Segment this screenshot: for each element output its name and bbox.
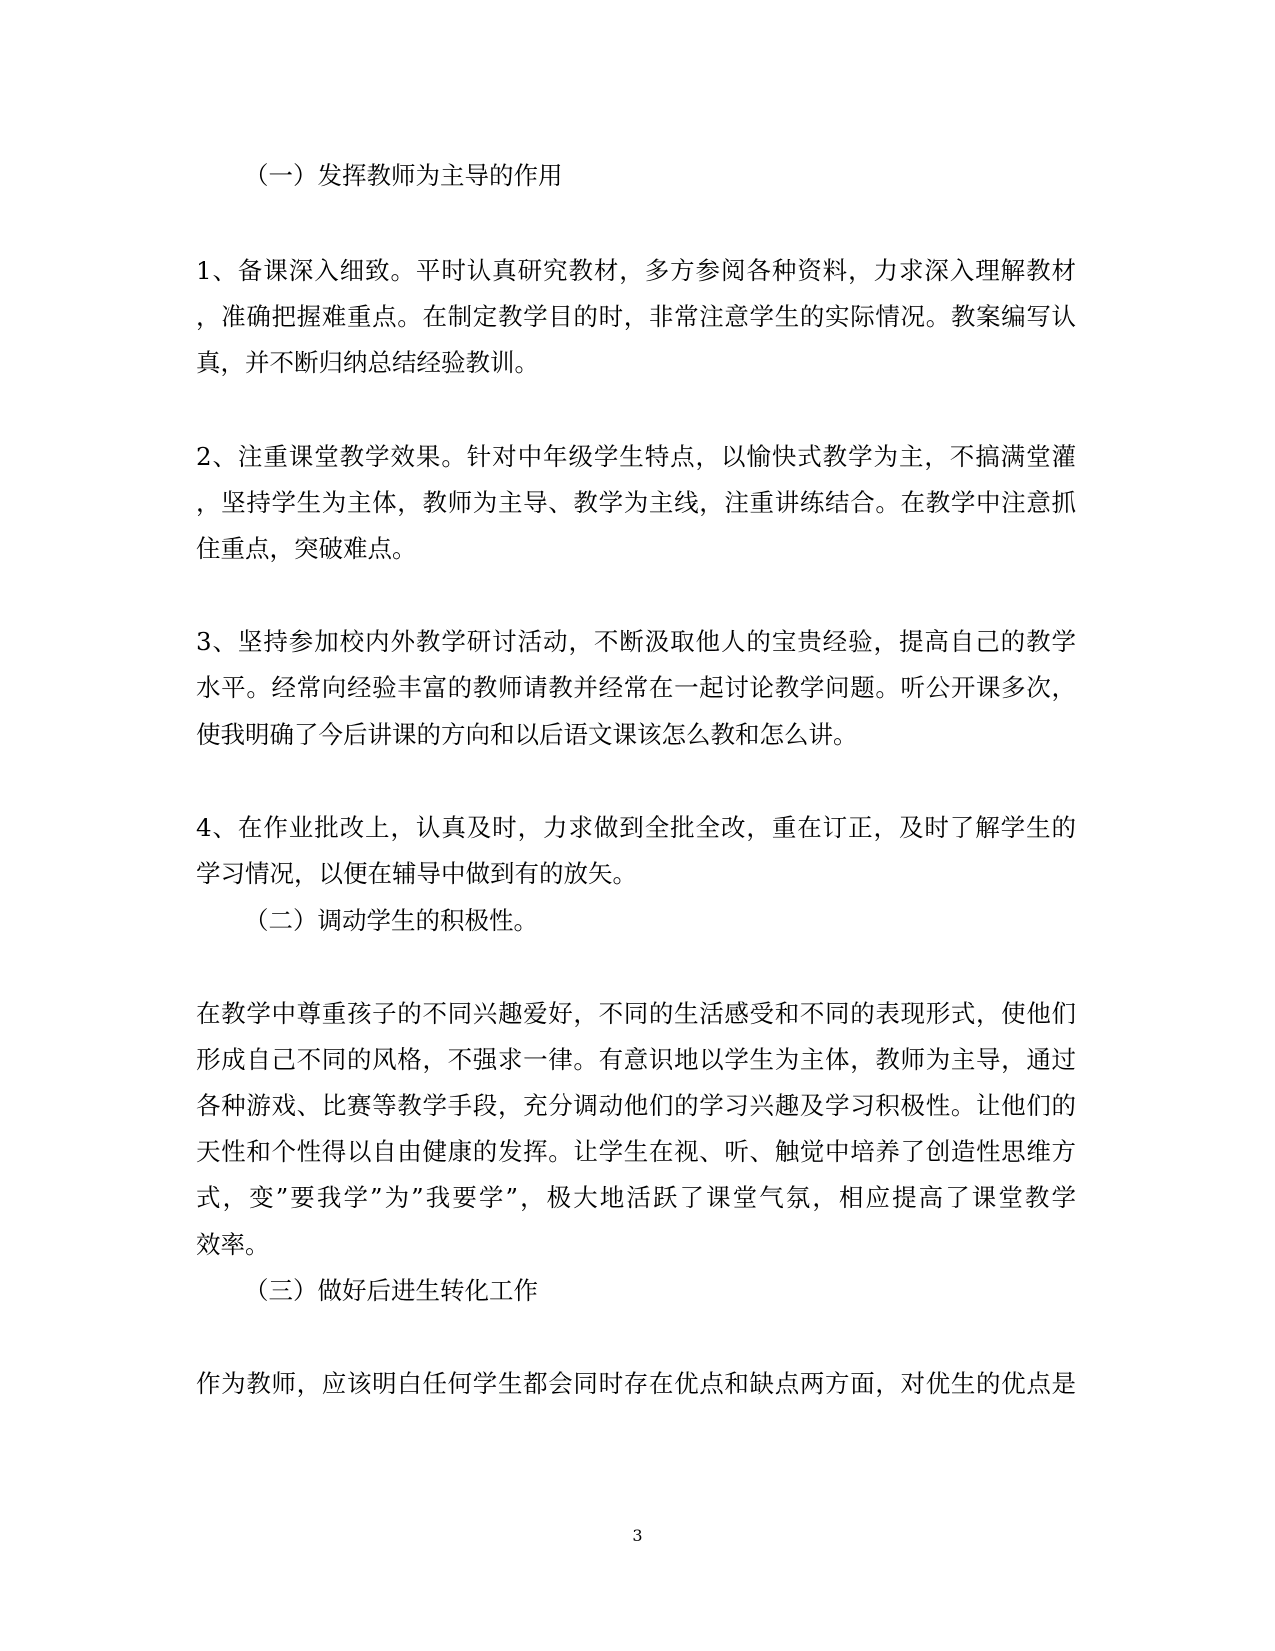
paragraph-2-line-1: 2、注重课堂教学效果。针对中年级学生特点，以愉快式教学为主，不搞满堂灌 [196, 442, 1076, 471]
paragraph-4-line-1: 4、在作业批改上，认真及时，力求做到全批全改，重在订正，及时了解学生的 [196, 813, 1076, 842]
paragraph-2-line-2: ，坚持学生为主体，教师为主导、教学为主线，注重讲练结合。在教学中注意抓 [196, 488, 1076, 517]
section-heading-2: （二）调动学生的积极性。 [244, 906, 538, 935]
paragraph-5-line-1: 在教学中尊重孩子的不同兴趣爱好，不同的生活感受和不同的表现形式，使他们 [196, 999, 1076, 1028]
paragraph-6-line-1: 作为教师，应该明白任何学生都会同时存在优点和缺点两方面，对优生的优点是 [196, 1369, 1076, 1398]
section-heading-1: （一）发挥教师为主导的作用 [244, 161, 563, 190]
paragraph-1-line-3: 真，并不断归纳总结经验教训。 [196, 348, 539, 377]
page-number: 3 [632, 1526, 643, 1545]
paragraph-3-line-2: 水平。经常向经验丰富的教师请教并经常在一起讨论教学问题。听公开课多次， [196, 673, 1076, 702]
paragraph-5-line-4: 天性和个性得以自由健康的发挥。让学生在视、听、触觉中培养了创造性思维方 [196, 1137, 1076, 1166]
paragraph-3-line-3: 使我明确了今后讲课的方向和以后语文课该怎么教和怎么讲。 [196, 720, 858, 749]
paragraph-5-line-3: 各种游戏、比赛等教学手段，充分调动他们的学习兴趣及学习积极性。让他们的 [196, 1091, 1076, 1120]
paragraph-5-line-6: 效率。 [196, 1230, 270, 1259]
paragraph-5-line-2: 形成自己不同的风格，不强求一律。有意识地以学生为主体，教师为主导，通过 [196, 1045, 1076, 1074]
paragraph-1-line-1: 1、备课深入细致。平时认真研究教材，多方参阅各种资料，力求深入理解教材 [196, 256, 1076, 285]
paragraph-5-line-5: 式，变”要我学”为”我要学”，极大地活跃了课堂气氛，相应提高了课堂教学 [196, 1183, 1076, 1212]
paragraph-1-line-2: ，准确把握难重点。在制定教学目的时，非常注意学生的实际情况。教案编写认 [196, 302, 1076, 331]
section-heading-3: （三）做好后进生转化工作 [244, 1276, 538, 1305]
paragraph-2-line-3: 住重点，突破难点。 [196, 534, 417, 563]
paragraph-3-line-1: 3、坚持参加校内外教学研讨活动，不断汲取他人的宝贵经验，提高自己的教学 [196, 627, 1076, 656]
paragraph-4-line-2: 学习情况，以便在辅导中做到有的放矢。 [196, 859, 637, 888]
